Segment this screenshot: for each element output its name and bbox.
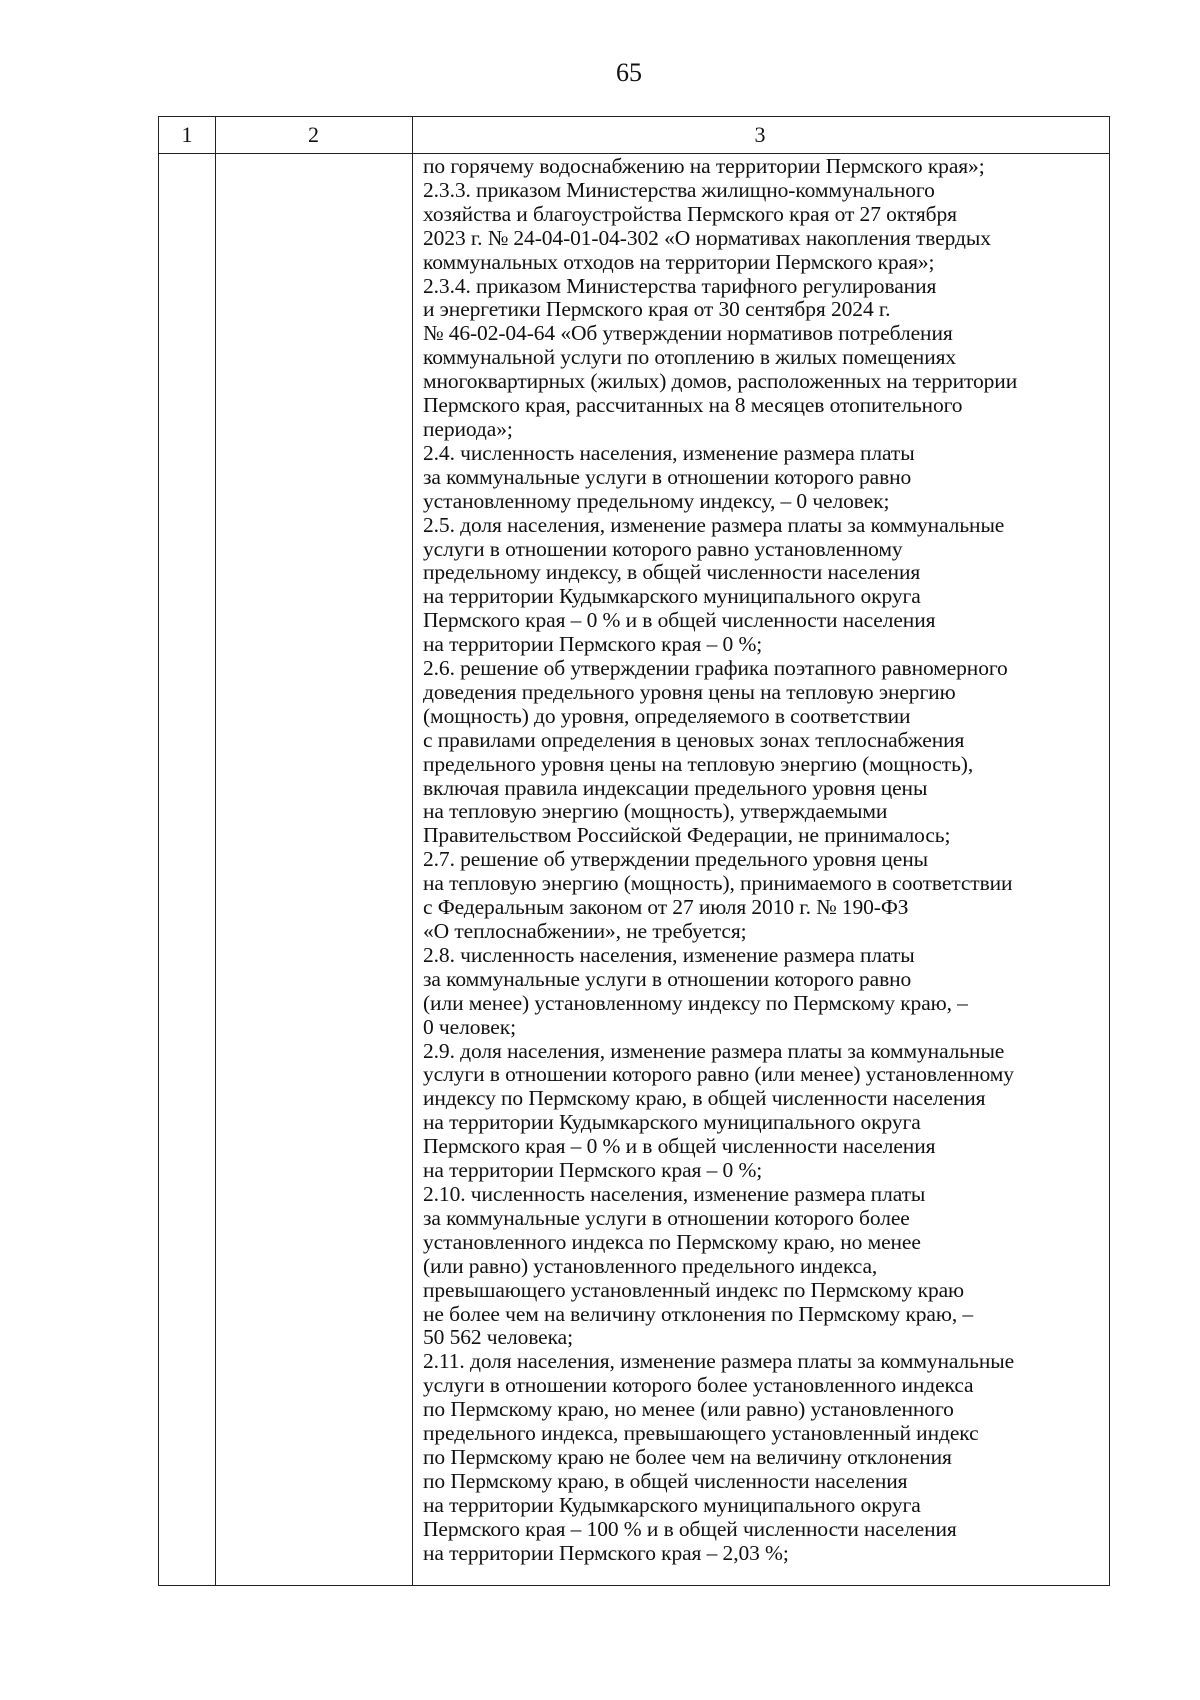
text-line: 2.8. численность населения, изменение размера платы <box>423 942 915 967</box>
text-line: 2.10. численность населения, изменение размера платы <box>423 1181 926 1206</box>
text-line: индексу по Пермскому краю, в общей численности населения <box>423 1086 986 1111</box>
text-line: 2023 г. № 24-04-01-04-302 «О нормативах накопления твердых <box>423 225 991 250</box>
text-line: услуги в отношении которого более установленного индекса <box>423 1373 974 1398</box>
text-line: на территории Кудымкарского муниципального округа <box>423 1110 921 1135</box>
text-line: на территории Пермского края – 2,03 %; <box>423 1540 789 1565</box>
text-line: по Пермскому краю, в общей численности населения <box>423 1468 908 1493</box>
text-line: по Пермскому краю, но менее (или равно) установленного <box>423 1397 954 1422</box>
text-line: на территории Кудымкарского муниципального округа <box>423 1492 921 1517</box>
column-header-2: 2 <box>308 122 319 147</box>
text-line: и энергетики Пермского края от 30 сентября 2024 г. <box>423 297 891 322</box>
text-line: установленного индекса по Пермскому краю, но менее <box>423 1229 921 1254</box>
text-line: (или равно) установленного предельного индекса, <box>423 1253 878 1278</box>
text-line: на территории Пермского края – 0 %; <box>423 1158 763 1183</box>
text-line: с правилами определения в ценовых зонах теплоснабжения <box>423 727 965 752</box>
text-line: с Федеральным законом от 27 июля 2010 г. № 190-ФЗ <box>423 895 909 920</box>
text-line: 2.6. решение об утверждении графика поэтапного равномерного <box>423 656 1008 681</box>
text-line: «О теплоснабжении», не требуется; <box>423 919 747 943</box>
text-line: включая правила индексации предельного уровня цены <box>423 775 928 800</box>
text-line: превышающего установленный индекс по Пермскому краю <box>423 1277 965 1302</box>
text-line: хозяйства и благоустройства Пермского края от 27 октября <box>423 201 957 226</box>
page-number: 65 <box>616 58 642 87</box>
text-line: по горячему водоснабжению на территории Пермского края»; <box>423 154 985 178</box>
text-line: предельного индекса, превышающего установленный индекс <box>423 1421 979 1446</box>
text-line: установленному предельному индексу, – 0 человек; <box>423 488 890 513</box>
text-line: на тепловую энергию (мощность), принимаемого в соответствии <box>423 871 1013 896</box>
text-line: 2.4. численность населения, изменение размера платы <box>423 440 915 465</box>
text-line: коммунальных отходов на территории Пермского края»; <box>423 249 935 274</box>
text-line: 2.5. доля населения, изменение размера платы за коммунальные <box>423 512 1005 537</box>
text-line: многоквартирных (жилых) домов, расположенных на территории <box>423 369 1018 394</box>
text-line: по Пермскому краю не более чем на величину отклонения <box>423 1444 952 1469</box>
text-line: 2.9. доля населения, изменение размера платы за коммунальные <box>423 1038 1005 1063</box>
text-line: Пермского края – 0 % и в общей численности населения <box>423 608 936 633</box>
text-line: не более чем на величину отклонения по Пермскому краю, – <box>423 1301 974 1326</box>
text-line: 2.3.4. приказом Министерства тарифного регулирования <box>423 273 937 298</box>
text-line: 2.3.3. приказом Министерства жилищно-коммунального <box>423 177 935 202</box>
column-divider-2 <box>412 117 413 1585</box>
text-line: Правительством Российской Федерации, не принималось; <box>423 823 951 848</box>
text-line: периода»; <box>423 416 513 441</box>
column-header-1: 1 <box>181 122 193 147</box>
text-line: услуги в отношении которого равно установленному <box>423 536 903 561</box>
text-line: 2.7. решение об утверждении предельного уровня цены <box>423 847 928 872</box>
text-line: Пермского края, рассчитанных на 8 месяцев отопительного <box>423 393 963 418</box>
text-line: предельного уровня цены на тепловую энергию (мощность), <box>423 751 974 776</box>
column-divider-1 <box>215 117 216 1585</box>
text-line: на территории Пермского края – 0 %; <box>423 632 763 657</box>
text-line: услуги в отношении которого равно (или менее) установленному <box>423 1062 1014 1087</box>
text-line: № 46-02-04-64 «Об утверждении нормативов потребления <box>423 321 953 346</box>
text-line: за коммунальные услуги в отношении которого равно <box>423 966 912 991</box>
text-line: (мощность) до уровня, определяемого в соответствии <box>423 703 911 728</box>
text-line: предельному индексу, в общей численности населения <box>423 560 921 585</box>
text-line: 50 562 человека; <box>423 1325 573 1350</box>
text-line: на тепловую энергию (мощность), утверждаемыми <box>423 799 888 824</box>
text-line: за коммунальные услуги в отношении которого равно <box>423 464 912 489</box>
text-line: (или менее) установленному индексу по Пермскому краю, – <box>423 990 968 1015</box>
text-line: 0 человек; <box>423 1014 516 1039</box>
text-line: 2.11. доля населения, изменение размера платы за коммунальные <box>423 1349 1015 1374</box>
text-line: Пермского края – 100 % и в общей численности населения <box>423 1516 957 1541</box>
column-header-3: 3 <box>754 122 766 147</box>
text-line: на территории Кудымкарского муниципального округа <box>423 584 921 609</box>
text-line: Пермского края – 0 % и в общей численности населения <box>423 1134 936 1159</box>
column-3-text <box>423 155 1107 1565</box>
text-line: коммунальной услуги по отоплению в жилых помещениях <box>423 345 957 370</box>
text-line: за коммунальные услуги в отношении которого более <box>423 1205 910 1230</box>
text-line: доведения предельного уровня цены на тепловую энергию <box>423 679 956 704</box>
document-table <box>158 116 1110 1586</box>
